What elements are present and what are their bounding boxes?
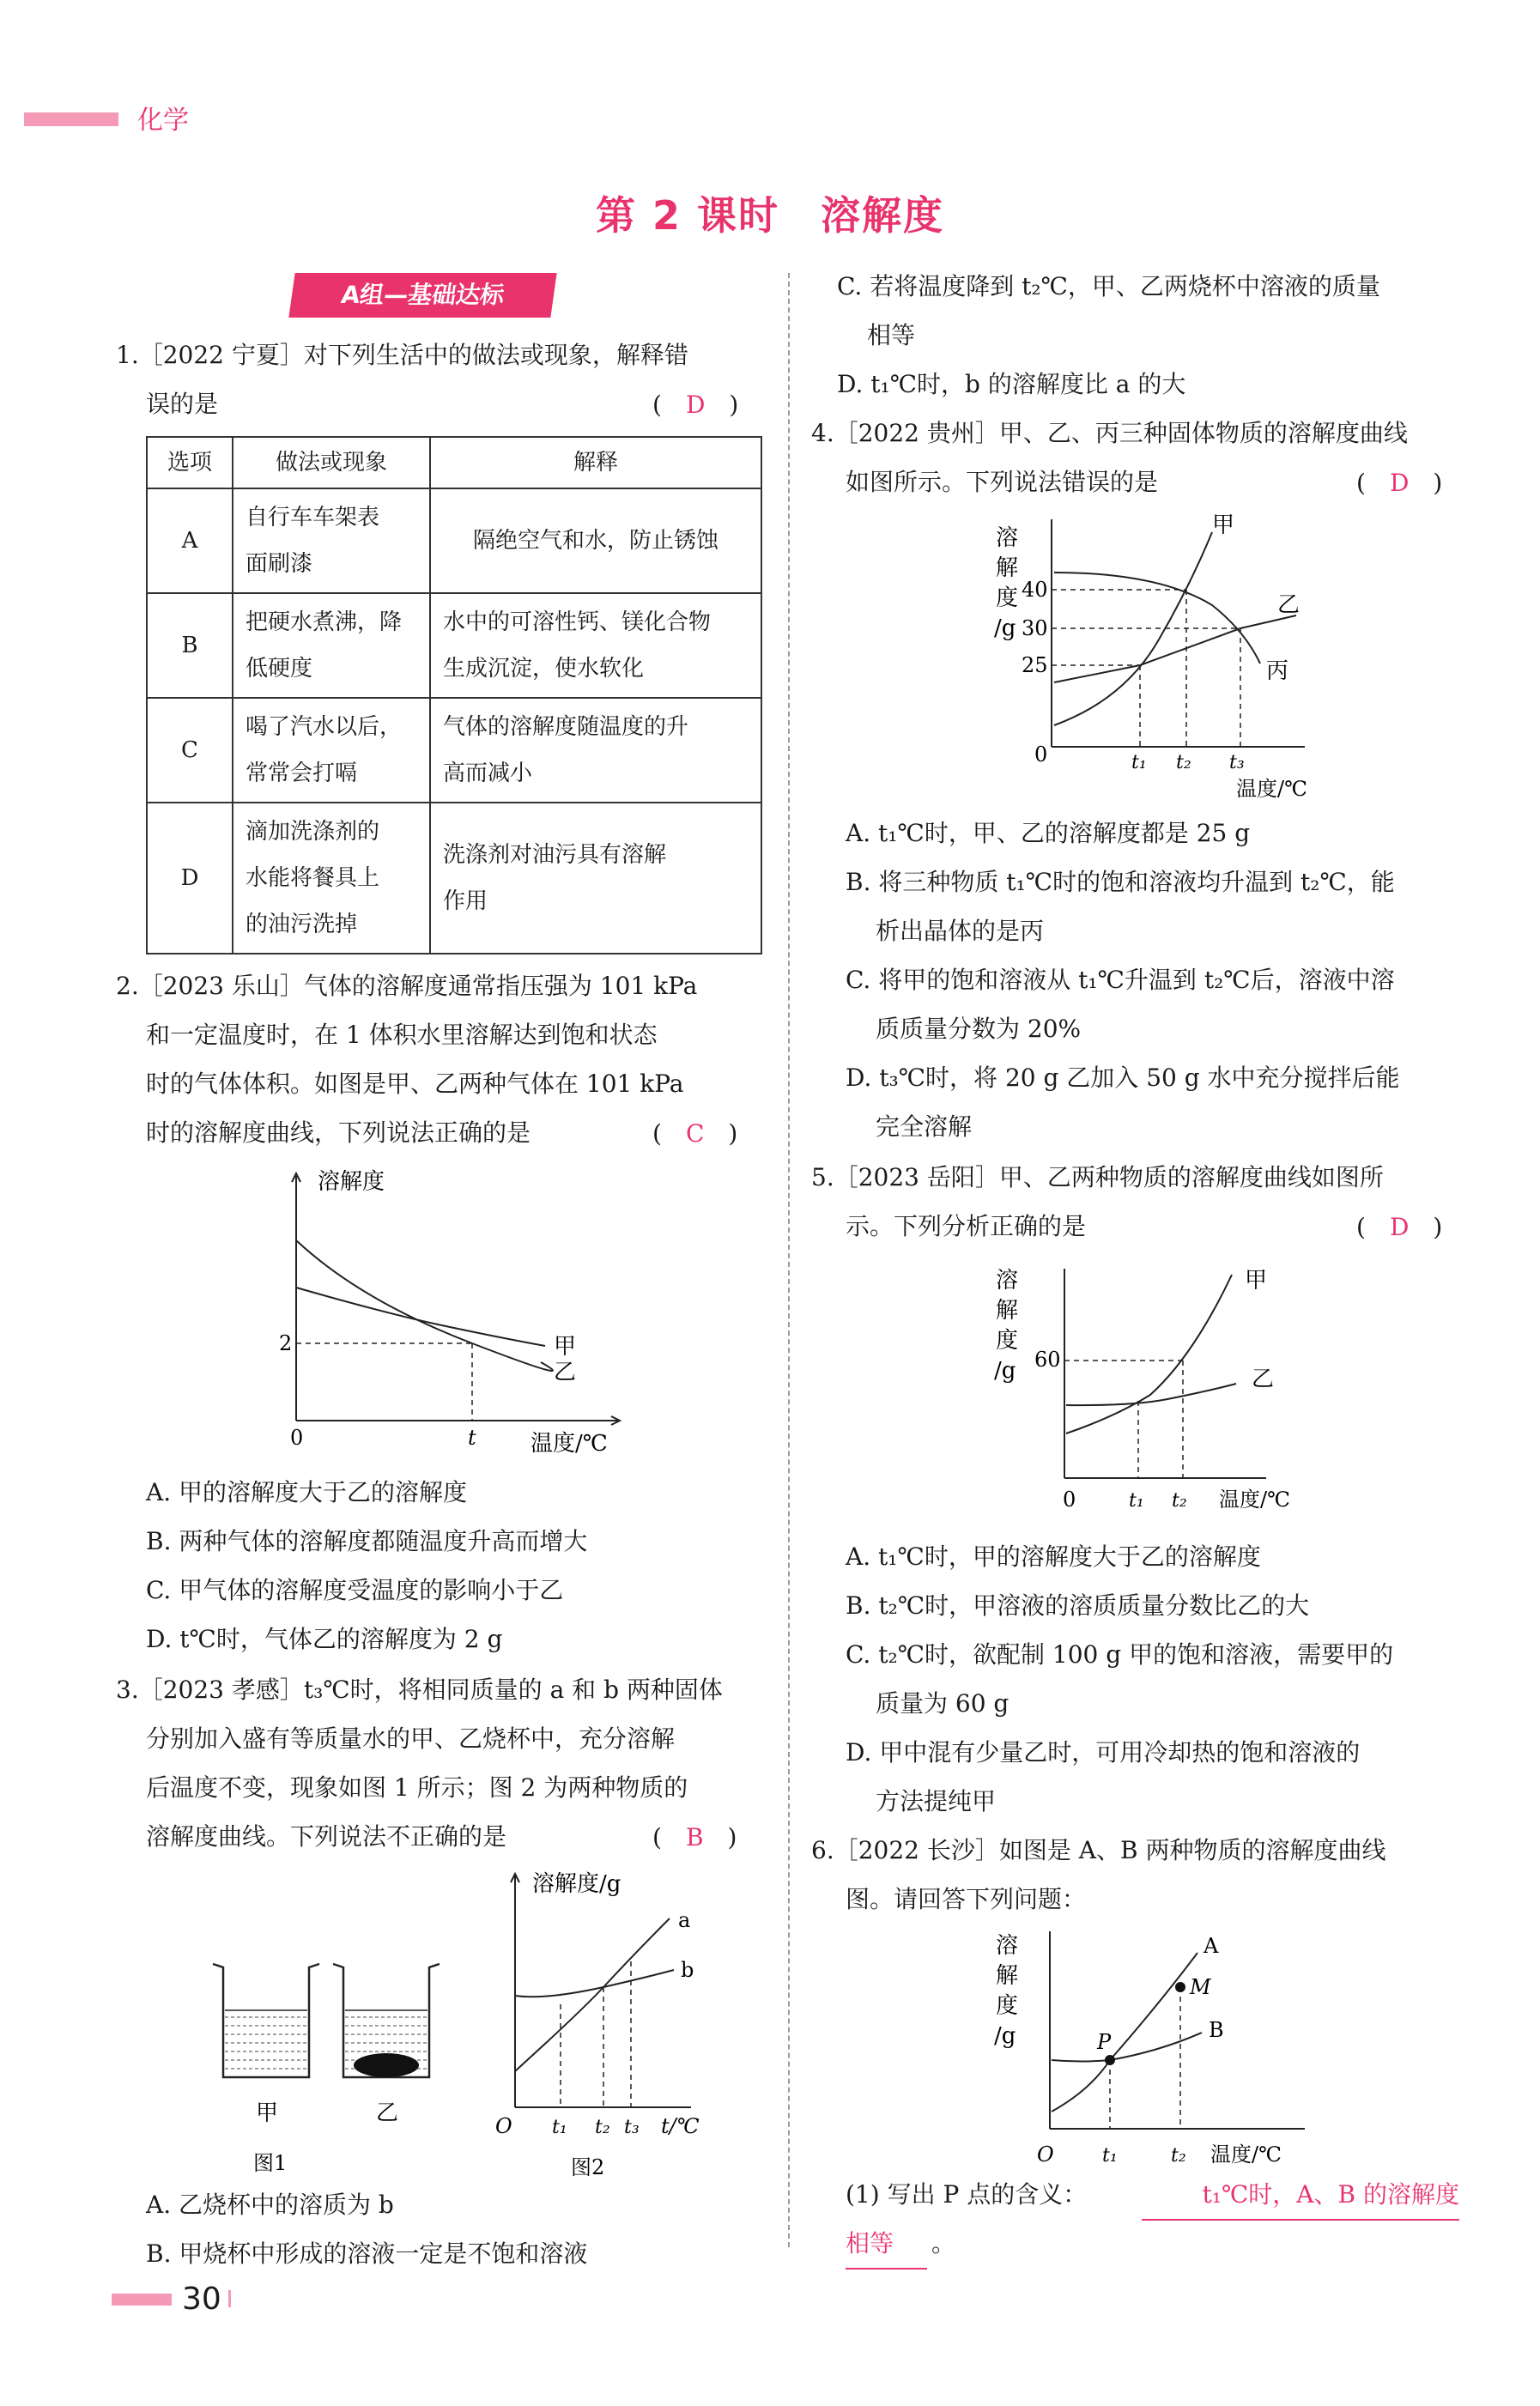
q3-line-4: 溶解度曲线。下列说法不正确的是 <box>146 1822 507 1851</box>
cell-line: 常常会打嗝 <box>246 761 358 786</box>
table-row <box>147 698 761 803</box>
q3-option-b: B. 甲烧杯中形成的溶液一定是不饱和溶液 <box>146 2239 588 2268</box>
explanation-cell <box>430 803 761 954</box>
cell-line: 水能将餐具上 <box>246 865 380 891</box>
group-label: A组—基础达标 <box>339 281 506 309</box>
practice-cell <box>233 698 430 803</box>
undissolved-solid <box>354 2053 419 2077</box>
q4-option-d-line-1: D. t₃℃时，将 20 g 乙加入 50 g 水中充分搅拌后能 <box>846 1064 1400 1092</box>
y-tick-25: 25 <box>1022 653 1048 677</box>
table-header: 解释 <box>430 437 761 488</box>
y-label-3: 度 <box>996 585 1019 611</box>
series-label-yi: 乙 <box>554 1360 577 1385</box>
beaker-label-jia: 甲 <box>256 2100 279 2126</box>
cell-line: 的油污洗掉 <box>246 912 358 937</box>
page-title: 第 2 课时 溶解度 <box>595 192 945 239</box>
practice-cell <box>233 488 430 593</box>
q1-line-2: 误的是 <box>146 390 219 418</box>
series-line-yi <box>1054 615 1296 682</box>
explanation-cell <box>430 488 761 593</box>
series-label-a: A <box>1204 1934 1219 1958</box>
fig2-caption: 图2 <box>571 2155 605 2179</box>
origin-label: 0 <box>1063 1488 1076 1512</box>
series-label-jia: 甲 <box>1212 512 1235 538</box>
y-label-1: 溶 <box>996 1933 1019 1959</box>
q5-option-c-line-2: 质量为 60 g <box>876 1689 1009 1718</box>
y-tick-40: 40 <box>1022 578 1048 602</box>
x-tick-t1: t₁ <box>1131 752 1147 773</box>
origin-label: 0 <box>1034 742 1048 767</box>
option-cell: D <box>147 803 233 954</box>
q2-line-1: 2.［2023 乐山］气体的溶解度通常指压强为 101 kPa <box>116 972 698 1000</box>
q2-option-c: C. 甲气体的溶解度受温度的影响小于乙 <box>146 1576 564 1604</box>
q6-chart <box>987 1918 1331 2167</box>
series-line-b <box>515 1970 674 1997</box>
point-label-p: P <box>1097 2030 1112 2054</box>
table-row <box>147 488 761 593</box>
explanation-cell <box>430 593 761 698</box>
practice-cell <box>233 593 430 698</box>
point-p <box>1105 2055 1115 2065</box>
q3-line-1: 3.［2023 孝感］t₃℃时，将相同质量的 a 和 b 两种固体 <box>116 1676 723 1704</box>
series-label-yi: 乙 <box>1252 1367 1275 1392</box>
origin-label: O <box>1037 2142 1054 2167</box>
option-cell: B <box>147 593 233 698</box>
cell-line: 高而减小 <box>443 761 533 786</box>
series-label-a: a <box>678 1908 691 1932</box>
point-m <box>1175 1982 1185 1992</box>
q2-option-d: D. t℃时，气体乙的溶解度为 2 g <box>146 1625 503 1653</box>
q4-chart <box>987 511 1331 807</box>
table-row <box>147 803 761 954</box>
q3-answer: ( B ) <box>652 1823 737 1851</box>
x-label: 温度/℃ <box>1219 1488 1290 1512</box>
cell-line: 生成沉淀，使水软化 <box>443 656 645 682</box>
y-label-3: 度 <box>996 1328 1019 1354</box>
header-bar <box>24 112 118 126</box>
x-tick-t3: t₃ <box>1229 752 1245 773</box>
series-line-a <box>1052 1953 1197 2112</box>
y-label: 溶解度 <box>318 1169 385 1195</box>
y-tick-60: 60 <box>1034 1348 1061 1372</box>
y-label-1: 溶 <box>996 1268 1019 1294</box>
series-label-jia: 甲 <box>1245 1268 1268 1294</box>
table-header: 选项 <box>147 437 233 488</box>
cell-line: 隔绝空气和水，防止锈蚀 <box>472 528 718 554</box>
option-cell: A <box>147 488 233 593</box>
y-tick-30: 30 <box>1022 616 1048 640</box>
point-label-m: M <box>1190 1975 1211 1999</box>
x-label: 温度/℃ <box>531 1431 608 1455</box>
origin-label: O <box>495 2114 512 2138</box>
x-tick-t1: t₁ <box>1102 2145 1118 2167</box>
q4-option-d-line-2: 完全溶解 <box>876 1112 973 1141</box>
series-label-b: b <box>681 1958 694 1982</box>
table-header: 做法或现象 <box>233 437 430 488</box>
q4-option-a: A. t₁℃时，甲、乙的溶解度都是 25 g <box>846 819 1251 847</box>
q2-line-3: 时的气体体积。如图是甲、乙两种气体在 101 kPa <box>146 1070 684 1098</box>
cell-line: 滴加洗涤剂的 <box>246 819 380 845</box>
q4-answer: ( D ) <box>1356 469 1443 497</box>
explanation-cell <box>430 698 761 803</box>
column-divider <box>788 273 790 2247</box>
cell-line: 水中的可溶性钙、镁化合物 <box>443 609 712 635</box>
q2-answer: ( C ) <box>652 1119 738 1148</box>
x-tick-t2: t₂ <box>595 2117 610 2138</box>
footer-tick <box>228 2290 231 2307</box>
q1-line-1: 1.［2022 宁夏］对下列生活中的做法或现象，解释错 <box>116 341 688 369</box>
q3-fig2-chart <box>485 1867 777 2180</box>
q5-answer-letter: D <box>1389 1213 1410 1241</box>
cell-line: 把硬水煮沸，降 <box>246 609 403 635</box>
q3-answer-letter: B <box>685 1823 704 1851</box>
y-label-2: 解 <box>996 1963 1019 1989</box>
group-badge <box>288 273 556 318</box>
cell-line: 作用 <box>443 888 488 914</box>
fig1-caption: 图1 <box>253 2151 288 2175</box>
q5-option-c-line-1: C. t₂℃时，欲配制 100 g 甲的饱和溶液，需要甲的 <box>846 1640 1394 1669</box>
series-line-yi <box>296 1240 553 1371</box>
cell-line: 面刷漆 <box>246 551 313 577</box>
q3-line-3: 后温度不变，现象如图 1 所示；图 2 为两种物质的 <box>146 1773 688 1802</box>
q5-option-a: A. t₁℃时，甲的溶解度大于乙的溶解度 <box>846 1542 1261 1571</box>
x-label: 温度/℃ <box>1236 777 1307 801</box>
q3-option-c-line-1: C. 若将温度降到 t₂℃，甲、乙两烧杯中溶液的质量 <box>837 272 1380 300</box>
q2-chart <box>258 1163 644 1455</box>
series-line-bing <box>1054 573 1260 664</box>
x-label: t/℃ <box>661 2114 700 2138</box>
q3-option-a: A. 乙烧杯中的溶质为 b <box>146 2191 394 2219</box>
series-line-jia <box>1066 1275 1232 1433</box>
q1-answer-letter: D <box>685 391 706 419</box>
q4-option-c-line-1: C. 将甲的饱和溶液从 t₁℃升温到 t₂℃后，溶液中溶 <box>846 966 1395 994</box>
x-label: 温度/℃ <box>1210 2142 1282 2167</box>
q6-sub1-answer-line-2 <box>846 2219 927 2270</box>
option-cell: C <box>147 698 233 803</box>
q2-answer-letter: C <box>685 1119 705 1148</box>
beaker-label-yi: 乙 <box>376 2100 399 2126</box>
q3-option-d: D. t₁℃时，b 的溶解度比 a 的大 <box>837 370 1186 398</box>
y-label-4: /g <box>994 2023 1016 2049</box>
q6-line-1: 6.［2022 长沙］如图是 A、B 两种物质的溶解度曲线 <box>811 1836 1386 1864</box>
q5-line-2: 示。下列分析正确的是 <box>846 1212 1087 1240</box>
x-tick-t1: t₁ <box>1129 1490 1144 1512</box>
q5-answer: ( D ) <box>1356 1213 1443 1241</box>
x-tick-t3: t₃ <box>624 2117 640 2138</box>
q6-sub1-end: 。 <box>931 2229 956 2258</box>
series-label-jia: 甲 <box>554 1334 577 1360</box>
x-tick-t2: t₂ <box>1171 2145 1186 2167</box>
q4-option-b-line-2: 析出晶体的是丙 <box>876 917 1045 945</box>
q5-chart <box>987 1253 1331 1532</box>
cell-line: 洗涤剂对油污具有溶解 <box>443 842 667 868</box>
series-line-a <box>515 1918 670 2071</box>
practice-cell <box>233 803 430 954</box>
q4-line-1: 4.［2022 贵州］甲、乙、丙三种固体物质的溶解度曲线 <box>811 419 1408 447</box>
beaker-jia-liquid <box>225 2010 307 2069</box>
q2-option-b: B. 两种气体的溶解度都随温度升高而增大 <box>146 1527 588 1555</box>
y-label-2: 解 <box>996 555 1019 581</box>
q2-line-2: 和一定温度时，在 1 体积水里溶解达到饱和状态 <box>146 1021 658 1049</box>
q4-answer-letter: D <box>1389 469 1410 497</box>
y-label-1: 溶 <box>996 525 1019 551</box>
y-label-4: /g <box>994 1358 1016 1384</box>
q5-option-b: B. t₂℃时，甲溶液的溶质质量分数比乙的大 <box>846 1591 1310 1620</box>
origin-label: 0 <box>290 1426 304 1450</box>
table-row <box>147 593 761 698</box>
x-tick-t2: t₂ <box>1172 1490 1187 1512</box>
series-line-jia <box>296 1288 545 1346</box>
y-label-4: /g <box>994 615 1016 641</box>
y-label: 溶解度/g <box>532 1871 621 1897</box>
q6-sub1-prefix: (1) 写出 P 点的含义： <box>846 2180 1088 2209</box>
y-label-2: 解 <box>996 1298 1019 1324</box>
q5-option-d-line-1: D. 甲中混有少量乙时，可用冷却热的饱和溶液的 <box>846 1738 1361 1767</box>
subject-label: 化学 <box>137 106 189 136</box>
cell-line: 气体的溶解度随温度的升 <box>443 714 689 740</box>
series-label-yi: 乙 <box>1277 592 1301 618</box>
q4-option-b-line-1: B. 将三种物质 t₁℃时的饱和溶液均升温到 t₂℃，能 <box>846 868 1395 896</box>
q1-table <box>146 436 762 955</box>
q6-line-2: 图。请回答下列问题： <box>846 1885 1087 1913</box>
footer-bar <box>112 2294 172 2306</box>
q3-fig1-beakers <box>197 1863 472 2180</box>
cell-line: 喝了汽水以后， <box>246 714 403 740</box>
q3-line-2: 分别加入盛有等质量水的甲、乙烧杯中，充分溶解 <box>146 1724 676 1753</box>
q6-sub1-answer-text-2: 相等 <box>846 2229 894 2258</box>
y-tick-label: 2 <box>279 1331 293 1355</box>
table-header-row <box>147 437 761 488</box>
y-label-3: 度 <box>996 1993 1019 2019</box>
q6-sub1-answer-text-1: t₁℃时，A、B 的溶解度 <box>1202 2180 1459 2209</box>
x-tick-label: t <box>468 1426 476 1450</box>
cell-line: 低硬度 <box>246 656 313 682</box>
q2-line-4: 时的溶解度曲线，下列说法正确的是 <box>146 1118 531 1147</box>
q5-option-d-line-2: 方法提纯甲 <box>876 1787 997 1815</box>
series-label-bing: 丙 <box>1266 658 1289 684</box>
series-label-b: B <box>1209 2018 1224 2042</box>
x-tick-t2: t₂ <box>1176 752 1191 773</box>
page-number: 30 <box>182 2282 221 2317</box>
cell-line: 自行车车架表 <box>246 505 380 530</box>
q4-option-c-line-2: 质质量分数为 20% <box>876 1015 1082 1043</box>
q6-sub1-answer-line-1 <box>1142 2170 1459 2221</box>
q1-answer: ( D ) <box>652 391 739 419</box>
q2-option-a: A. 甲的溶解度大于乙的溶解度 <box>146 1478 468 1506</box>
series-line-b <box>1052 2033 1202 2062</box>
x-tick-t1: t₁ <box>552 2117 567 2138</box>
q4-line-2: 如图所示。下列说法错误的是 <box>846 468 1159 496</box>
q5-line-1: 5.［2023 岳阳］甲、乙两种物质的溶解度曲线如图所 <box>811 1163 1384 1191</box>
q3-option-c-line-2: 相等 <box>867 321 916 349</box>
